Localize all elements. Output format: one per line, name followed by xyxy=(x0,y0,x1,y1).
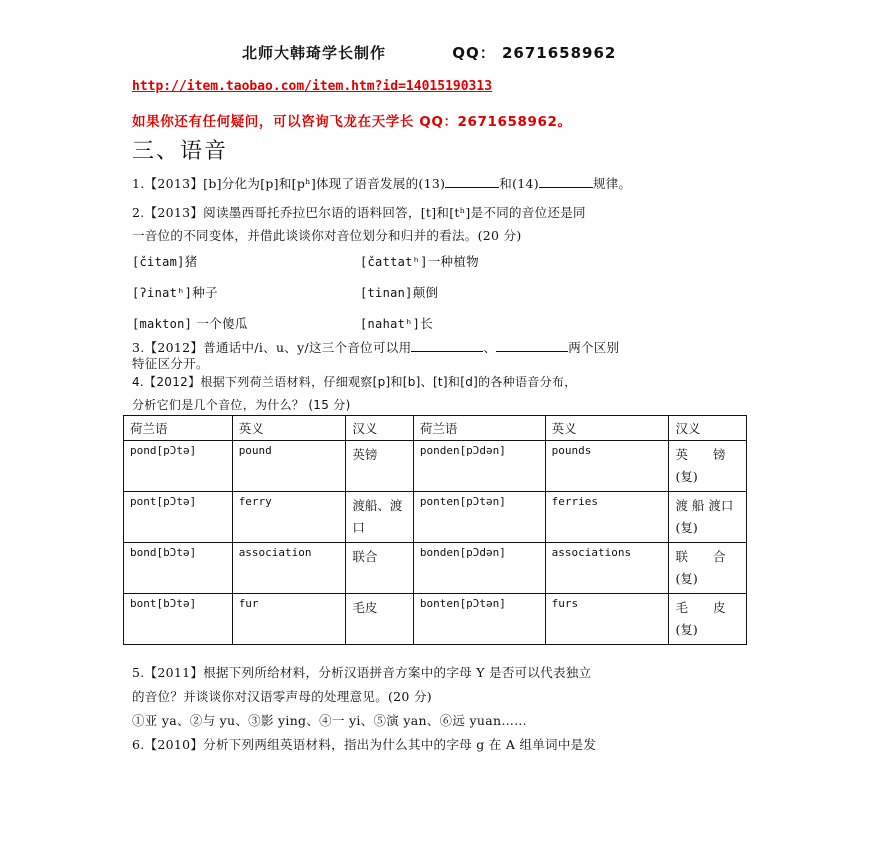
q1-end: 规律。 xyxy=(592,176,632,191)
question-2-line2: 一音位的不同变体，并借此谈谈你对音位划分和归并的看法。(20 分) xyxy=(132,228,522,243)
table-cell: 联 合(复) xyxy=(669,543,747,594)
table-cell: pond[pƆtə] xyxy=(124,441,233,492)
table-cell: 英 镑(复) xyxy=(669,441,747,492)
question-2-line1: 2.【2013】阅读墨西哥托乔拉巴尔语的语料回答，[t]和[tʰ]是不同的音位还是同 xyxy=(132,205,586,220)
example-form: [ʔinatʰ] xyxy=(132,286,193,300)
blank-feature-1[interactable] xyxy=(411,339,483,352)
question-5-line1: 5.【2011】根据下列所给材料，分析汉语拼音方案中的字母 Y 是否可以代表独立 xyxy=(132,665,592,680)
table-cell: pounds xyxy=(545,441,669,492)
table-cell: association xyxy=(232,543,346,594)
section-title: 三、语音 xyxy=(132,139,229,164)
table-cell: fur xyxy=(232,594,346,645)
header-english-2: 英义 xyxy=(545,416,669,441)
header-dutch-1: 荷兰语 xyxy=(124,416,233,441)
question-6-line1: 6.【2010】分析下列两组英语材料，指出为什么其中的字母 g 在 A 组单词中是发 xyxy=(132,737,597,752)
example-gloss: 长 xyxy=(420,316,434,331)
taobao-link[interactable]: http://item.taobao.com/item.htm?id=14015190313 xyxy=(132,79,493,94)
q3-text-a: 3.【2012】普通话中/i、u、y/这三个音位可以用 xyxy=(132,340,412,355)
example-form: [makton] xyxy=(132,317,193,331)
example-gloss: 种子 xyxy=(192,285,218,300)
table-cell: pont[pƆtə] xyxy=(124,492,233,543)
example-form: [nahatʰ] xyxy=(360,317,421,331)
table-cell: bond[bƆtə] xyxy=(124,543,233,594)
example-gloss: 颠倒 xyxy=(412,285,439,300)
header-english-1: 英义 xyxy=(232,416,346,441)
table-cell: associations xyxy=(545,543,669,594)
table-cell: 毛皮 xyxy=(346,594,413,645)
table-cell: ferry xyxy=(232,492,346,543)
q1-text: 1.【2013】[b]分化为[p]和[pʰ]体现了语音发展的(13) xyxy=(132,176,446,191)
table-cell: 联合 xyxy=(346,543,413,594)
table-header-row xyxy=(124,416,747,441)
blank-14[interactable] xyxy=(539,175,593,188)
question-1 xyxy=(132,174,631,192)
author-credit: 北师大韩琦学长制作 xyxy=(242,44,387,62)
dutch-data-table xyxy=(123,415,747,645)
table-cell: ponden[pƆdən] xyxy=(413,441,545,492)
header-chinese-1: 汉义 xyxy=(346,416,413,441)
table-cell: bont[bƆtə] xyxy=(124,594,233,645)
q3-text-b: 、 xyxy=(483,340,497,355)
example-4 xyxy=(132,314,248,332)
table-row xyxy=(124,594,747,645)
qq-contact: QQ： 2671658962 xyxy=(452,44,617,62)
blank-feature-2[interactable] xyxy=(496,339,568,352)
table-cell: furs xyxy=(545,594,669,645)
table-cell: 渡 船 渡口(复) xyxy=(669,492,747,543)
question-4-line2: 分析它们是几个音位，为什么？ (15 分) xyxy=(132,398,351,412)
header-chinese-2: 汉义 xyxy=(669,416,747,441)
header-dutch-2: 荷兰语 xyxy=(413,416,545,441)
example-gloss: 一种植物 xyxy=(427,254,479,269)
example-form: [čitam] xyxy=(132,255,185,269)
table-cell: 英镑 xyxy=(346,441,413,492)
question-3-line2: 特征区分开。 xyxy=(132,356,209,371)
question-5-line3: ①亚 ya、②与 yu、③影 ying、④一 yi、⑤演 yan、⑥远 yuan…… xyxy=(132,713,527,728)
blank-13[interactable] xyxy=(445,175,499,188)
example-3 xyxy=(360,283,438,301)
table-cell: bonden[pƆdən] xyxy=(413,543,545,594)
example-gloss: 一个傻瓜 xyxy=(192,316,248,331)
table-cell: bonten[pƆtən] xyxy=(413,594,545,645)
table-row xyxy=(124,543,747,594)
example-form: [tinan] xyxy=(360,286,413,300)
table-cell: 毛 皮(复) xyxy=(669,594,747,645)
q1-mid: 和(14) xyxy=(499,176,539,191)
page-header xyxy=(242,42,616,63)
question-5-line2: 的音位？并谈谈你对汉语零声母的处理意见。(20 分) xyxy=(132,689,432,704)
table-cell: ferries xyxy=(545,492,669,543)
question-4-line1: 4.【2012】根据下列荷兰语材料，仔细观察[p]和[b]、[t]和[d]的各种语音分布， xyxy=(132,375,577,389)
contact-notice: 如果你还有任何疑问，可以咨询飞龙在天学长 QQ：2671658962。 xyxy=(132,114,572,130)
table-row xyxy=(124,492,747,543)
table-cell: 渡船、渡口 xyxy=(346,492,413,543)
example-0 xyxy=(132,252,198,270)
q3-text-c: 两个区别 xyxy=(568,340,620,355)
table-cell: ponten[pƆtən] xyxy=(413,492,545,543)
example-form: [čattatʰ] xyxy=(360,255,428,269)
example-1 xyxy=(360,252,479,270)
example-gloss: 猪 xyxy=(184,254,198,269)
example-5 xyxy=(360,314,433,332)
table-cell: pound xyxy=(232,441,346,492)
example-2 xyxy=(132,283,218,301)
table-row xyxy=(124,441,747,492)
